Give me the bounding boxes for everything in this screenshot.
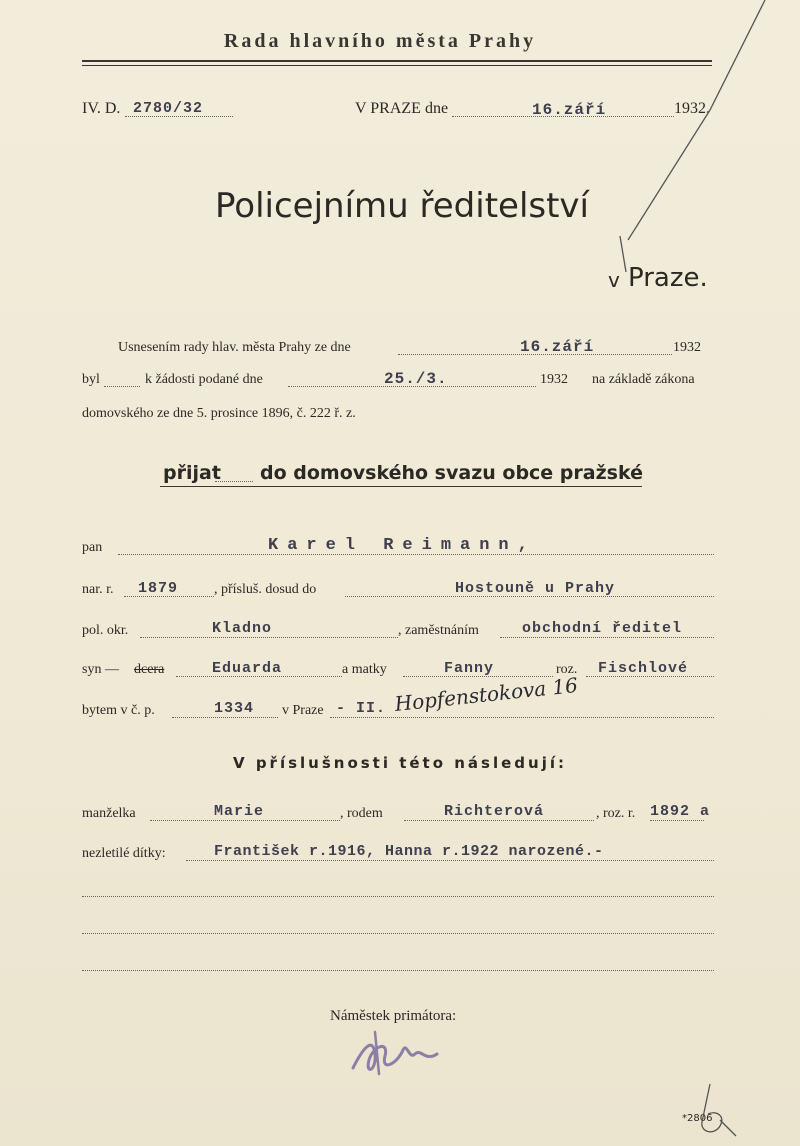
wife-nee-label: , rodem: [340, 806, 383, 821]
resolution-line2-dots-a: [104, 386, 140, 387]
house-number: 1334: [214, 700, 255, 717]
ref-prefix: IV. D.: [82, 100, 121, 117]
house-number-dots: [172, 717, 278, 718]
header-date: 16.září: [532, 101, 607, 119]
resolution-line2-label-b: k žádosti podané dne: [145, 372, 263, 387]
wife-maiden: Richterová: [444, 803, 545, 820]
mother-label: a matky: [342, 662, 387, 677]
wife-name: Marie: [214, 803, 265, 820]
children-value: František r.1916, Hanna r.1922 narozené.-: [214, 843, 604, 860]
mother-maiden: Fischlové: [598, 660, 689, 677]
born-label: nar. r.: [82, 582, 114, 597]
resolution-line1-year: 1932: [673, 340, 701, 355]
pencil-mark: [600, 0, 800, 300]
heading-underline: [160, 486, 642, 487]
district-dots: [140, 637, 398, 638]
in-prague-label: v Praze: [282, 703, 324, 718]
resolution-line3: domovského ze dne 5. prosince 1896, č. 222 ř. z.: [82, 406, 356, 421]
blank-line-1: [82, 896, 714, 897]
occupation-value: obchodní ředitel: [522, 620, 683, 637]
children-dots: [186, 860, 714, 861]
belonging-label: , přísluš. dosud do: [214, 582, 317, 597]
resolution-line1-label: Usnesením rady hlav. města Prahy ze dne: [118, 340, 351, 355]
father-name: Eduarda: [212, 660, 283, 677]
wife-dots: [150, 820, 340, 821]
occupation-dots: [500, 637, 714, 638]
son-label: syn —: [82, 662, 119, 677]
belonging-value: Hostouně u Prahy: [455, 580, 616, 597]
resolution-line1-date: 16.září: [520, 338, 595, 356]
addressee-title: Policejnímu ředitelství: [215, 186, 589, 226]
addressee-city-prefix: v: [608, 268, 620, 292]
street-dots: [330, 717, 714, 718]
wife-born: 1892 a: [650, 803, 711, 820]
district-label: pol. okr.: [82, 623, 129, 638]
ref-number: 2780/32: [133, 100, 204, 117]
signature-label: Náměstek primátora:: [330, 1008, 457, 1024]
daughter-struck: dcera: [134, 662, 165, 677]
street-handwritten: Hopfenstokova 16: [393, 672, 579, 716]
heading-accepted: přijat: [163, 462, 221, 484]
born-year: 1879: [138, 580, 179, 597]
resolution-line2-label-a: byl: [82, 372, 100, 387]
occupation-label: , zaměstnáním: [398, 623, 479, 638]
resolution-line2-date: 25./3.: [384, 370, 448, 388]
signature-mark: [345, 1024, 455, 1080]
blank-line-3: [82, 970, 714, 971]
header-year: 1932.: [674, 100, 710, 117]
place-date-label: V PRAZE dne: [355, 100, 449, 117]
council-header: Rada hlavního města Prahy: [223, 30, 537, 52]
residence-label: bytem v č. p.: [82, 703, 155, 718]
wife-maiden-dots: [404, 820, 594, 821]
stamp-number: *2806: [682, 1113, 713, 1124]
heading-dots: [215, 481, 253, 482]
nee-label: roz.: [556, 662, 578, 677]
pencil-initials: [680, 1080, 740, 1140]
wife-born-dots: [650, 820, 704, 821]
wife-label: manželka: [82, 806, 136, 821]
resolution-line2-label-c: na základě zákona: [592, 372, 695, 387]
blank-line-2: [82, 933, 714, 934]
pan-label: pan: [82, 540, 103, 555]
district-value: Kladno: [212, 620, 273, 637]
wife-born-label: , roz. r.: [596, 806, 636, 821]
children-label: nezletilé dítky:: [82, 846, 166, 861]
addressee-city: Praze.: [628, 263, 708, 293]
resolution-line2-year: 1932: [540, 372, 568, 387]
followers-heading: V příslušnosti této následují:: [232, 754, 567, 772]
heading-rest: do domovského svazu obce pražské: [260, 462, 643, 484]
mother-name: Fanny: [444, 660, 495, 677]
district-typed: - II.: [336, 700, 387, 717]
person-name: Karel Reimann,: [268, 536, 537, 555]
